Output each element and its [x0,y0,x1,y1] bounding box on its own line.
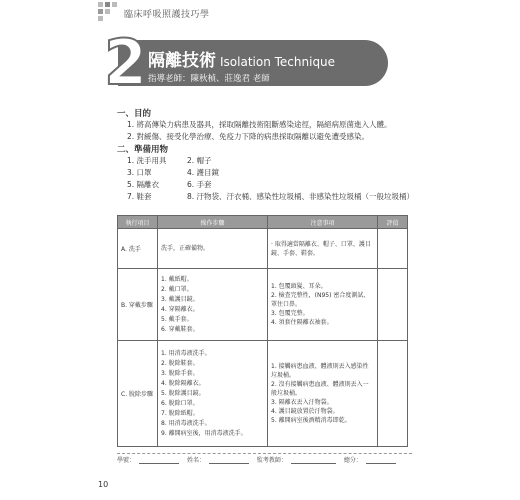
note-line: 2. 沒有接觸病患血液、體液則丟入一般垃圾桶。 [271,381,369,397]
note-line: 5. 離開病室後酒精消毒即乾。 [271,417,351,424]
name-blank[interactable] [209,456,249,464]
examiner-blank[interactable] [291,456,336,464]
step-line: 6. 脫除口罩。 [161,399,199,407]
note-line: 3. 包覆完整。 [271,310,309,317]
note-line: 3. 隔離衣丟入汙物袋。 [271,399,333,406]
row-notes-cell [268,341,378,447]
running-header-title: 臨床呼吸照護技巧學 [124,10,210,20]
note-line: 2. 檢查完整性，(N95) 密合度測試、罩住口鼻。 [271,292,370,308]
total-score-blank[interactable] [366,456,396,464]
row-steps-cell [158,341,268,447]
chapter-number: 2 [104,26,148,99]
chapter-title [148,46,335,71]
student-id-blank[interactable] [139,456,179,464]
row-evaluation-cell [378,269,408,341]
row-item-cell: B. 穿戴步驟 [118,269,158,341]
purpose-item: 2. 對緩傷、接受化學治療、免疫力下降的病患採取隔離以避免遭受感染。 [127,132,370,141]
step-line: 3. 脫除手套。 [161,369,199,377]
row-steps-cell [158,269,268,341]
row-notes-cell [268,229,378,269]
procedure-table [117,215,408,447]
column-header: 注意事項 [268,216,378,229]
table-row [118,229,408,269]
step-line: 4. 穿隔離衣。 [161,305,199,313]
total-score-label: 總分： [343,457,362,464]
note-line: 4. 護目鏡放置於汙物袋。 [271,408,339,415]
purpose-item: 1. 將高傳染力病患及器具，採取隔離技術阻斷感染途徑，隔絕病原菌進入人體。 [127,120,392,129]
note-line: 1. 包覆頭髮、耳朵。 [271,283,327,290]
note-line: ‧ 取得適當隔離衣、帽子、口罩、護目鏡、手套、鞋套。 [271,240,371,257]
name-label: 姓名： [186,457,205,464]
supply-item: 8. 汙物袋、汙衣桶、感染性垃圾桶、非感染性垃圾桶（一般垃圾桶） [187,192,415,201]
table-row [118,341,408,447]
row-item-cell: C. 脫除步驟 [118,341,158,447]
page-number: 10 [98,480,109,489]
row-notes-cell [268,269,378,341]
section-purpose-heading: 一、目的 [117,109,152,119]
section-supplies-heading: 二、準備用物 [117,145,169,155]
step-line: 4. 脫除隔離衣。 [161,379,205,387]
supply-item: 5. 隔離衣 [127,180,160,189]
step-line: 2. 戴口罩。 [161,285,193,293]
step-line: 8. 用消毒液洗手。 [161,419,211,427]
column-header: 執行項目 [118,216,158,229]
note-line: 1. 接觸病患血液、體液則丟入感染性垃圾桶。 [271,363,369,379]
step-line: 5. 脫除護目鏡。 [161,389,205,397]
student-id-label: 學號： [117,457,136,464]
row-evaluation-cell [378,341,408,447]
step-line: 3. 戴護目鏡。 [161,295,199,303]
note-line: 4. 須套住隔離衣袖套。 [271,319,333,326]
row-evaluation-cell [378,229,408,269]
supply-item: 3. 口罩 [127,168,152,177]
supply-item: 2. 帽子 [187,156,212,165]
step-line: 1. 用消毒液洗手。 [161,349,211,357]
table-header-row [118,216,408,229]
footer-fields [117,455,412,464]
corner-decoration-icon [98,2,124,24]
row-steps-cell [158,229,268,269]
step-line: 2. 脫除鞋套。 [161,359,199,367]
chapter-title-zh: 隔離技術 [148,51,216,71]
step-line: 7. 脫除紙帽。 [161,409,199,417]
row-item-cell: A. 洗手 [118,229,158,269]
supply-item: 6. 手套 [187,180,212,189]
supply-item: 1. 洗手用具 [127,156,167,165]
column-header: 操作步驟 [158,216,268,229]
step-line: 9. 離開病室後，用消毒液洗手。 [161,429,247,437]
table-row [118,269,408,341]
column-header: 評值 [378,216,408,229]
supply-item: 4. 護目鏡 [187,168,220,177]
step-line: 6. 穿戴鞋套。 [161,325,199,333]
step-line: 5. 戴手套。 [161,315,193,323]
step-line: 洗手，正確備物。 [161,244,210,252]
chapter-advisor: 指導老師：陳秋楨、莊逸君 老師 [148,74,270,84]
chapter-title-en: Isolation Technique [220,55,336,69]
examiner-label: 監考教師： [256,457,287,464]
step-line: 1. 戴紙帽。 [161,275,193,283]
footer-divider [117,453,412,454]
supply-item: 7. 鞋套 [127,192,152,201]
